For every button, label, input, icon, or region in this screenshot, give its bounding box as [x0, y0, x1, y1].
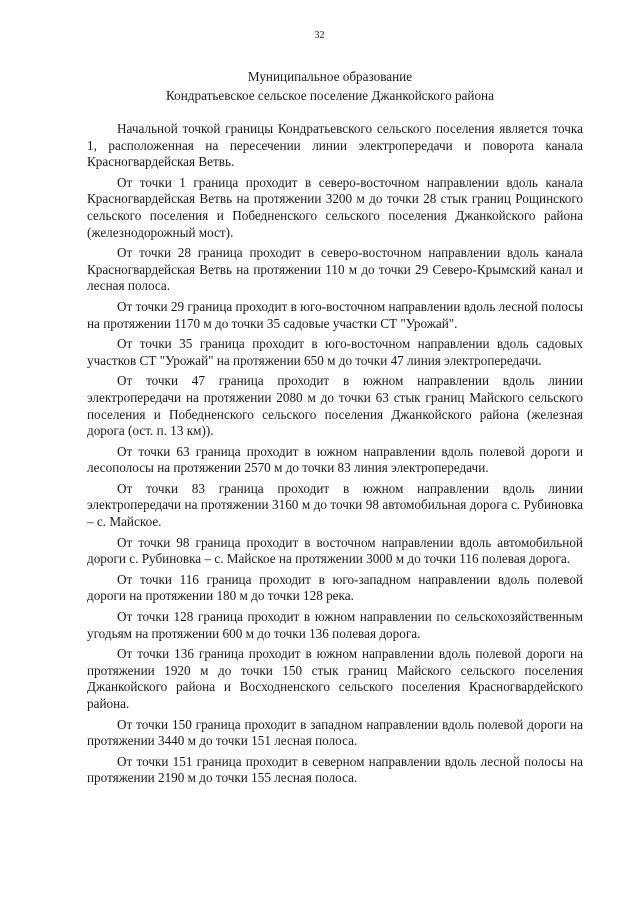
paragraph: От точки 29 граница проходит в юго-восточном направлении вдоль лесной полосы на протяжении 1170 м до точки 35 садовые участки СТ "Урожай". — [87, 298, 583, 331]
page-number: 32 — [314, 30, 325, 41]
paragraph: От точки 116 граница проходит в юго-западном направлении вдоль полевой дороги на протяжении 180 м до точки 128 река. — [87, 571, 583, 604]
paragraph: От точки 128 граница проходит в южном направлении по сельскохозяйственным угодьям на протяжении 600 м до точки 136 полевая дорога. — [87, 609, 583, 641]
paragraph: От точки 1 граница проходит в северо-восточном направлении вдоль канала Красногвардейская Ветвь на протяжении 3200 м до точки 28 стык границ Рощинского сельского поселения и Победненского сельского поселения Джанкойского района (железнодорожный мост). — [87, 174, 583, 240]
paragraph: От точки 98 граница проходит в восточном направлении вдоль автомобильной дороги с. Рубиновка – с. Майское на протяжении 3000 м до точки 116 полевая дорога. — [87, 534, 583, 567]
paragraph: От точки 47 граница проходит в южном направлении вдоль линии электропередачи на протяжении 2080 м до точки 63 стык границ Майского сельского поселения и Победненского сельского поселения Джанкойского района (железная дорога (ост. п. 13 км)). — [87, 373, 583, 439]
paragraph: От точки 136 граница проходит в южном направлении вдоль полевой дороги на протяжении 1920 м до точки 150 стык границ Майского сельского поселения Джанкойского района и Восходненского сельского поселения Красногвардейского района. — [87, 646, 583, 711]
paragraph: От точки 35 граница проходит в юго-восточном направлении вдоль садовых участков СТ "Урожай" на протяжении 650 м до точки 47 линия электропередачи. — [87, 336, 583, 368]
heading-line-1: Муниципальное образование — [247, 69, 413, 84]
paragraph: От точки 28 граница проходит в северо-восточном направлении вдоль канала Красногвардейская Ветвь на протяжении 110 м до точки 29 Северо-Крымский канал и лесная полоса. — [87, 245, 583, 294]
paragraph: Начальной точкой границы Кондратьевского сельского поселения является точка 1, расположенная на пересечении линии электропередачи и поворота канала Красногвардейская Ветвь. — [87, 121, 583, 170]
paragraph: От точки 151 граница проходит в северном направлении вдоль лесной полосы на протяжении 2190 м до точки 155 лесная полоса. — [87, 753, 583, 786]
heading-line-2: Кондратьевское сельское поселение Джанкойского района — [166, 88, 494, 103]
document-heading — [60, 67, 600, 105]
paragraph: От точки 63 граница проходит в южном направлении вдоль полевой дороги и лесополосы на протяжении 2570 м до точки 83 линия электропередачи. — [87, 443, 583, 476]
document-body — [87, 121, 583, 791]
paragraph: От точки 150 граница проходит в западном направлении вдоль полевой дороги на протяжении 3440 м до точки 151 лесная полоса. — [87, 716, 583, 749]
paragraph: От точки 83 граница проходит в южном направлении вдоль линии электропередачи на протяжении 3160 м до точки 98 автомобильная дорога с. Рубиновка – с. Майское. — [87, 480, 583, 530]
